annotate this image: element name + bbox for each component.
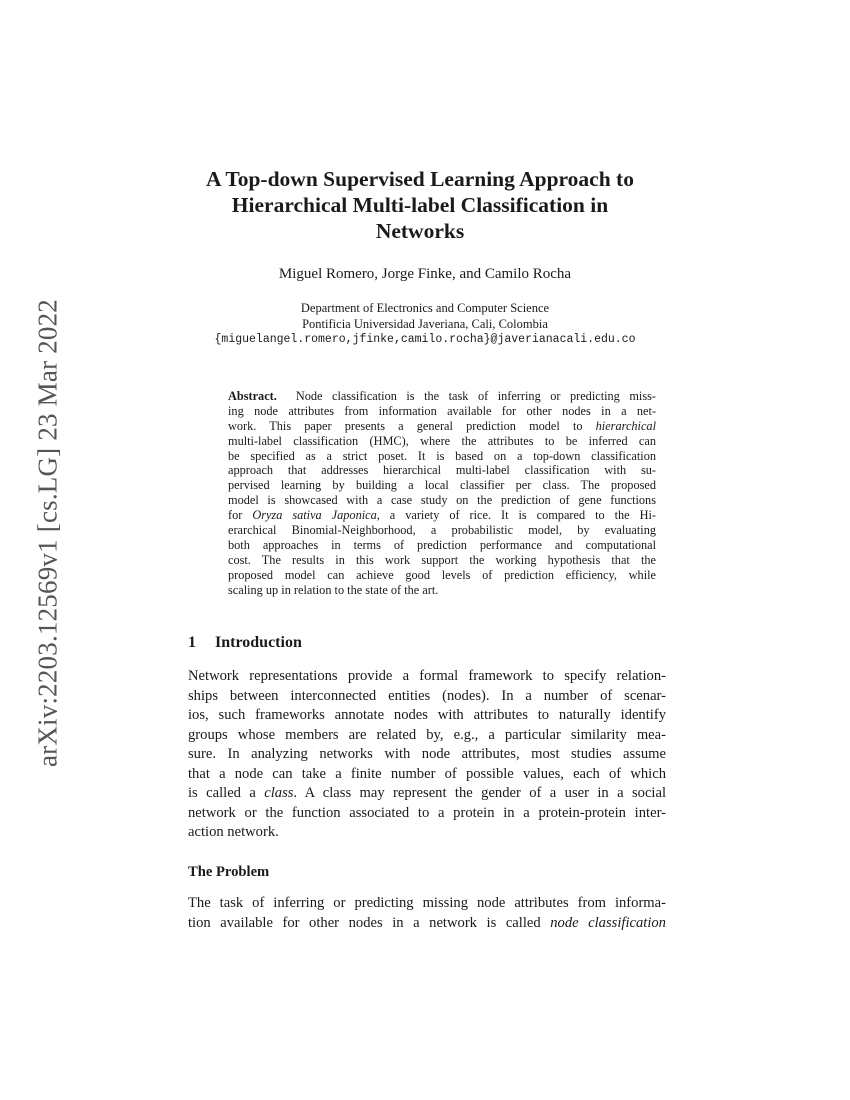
department: Department of Electronics and Computer Science: [300, 301, 550, 315]
section-number: 1: [188, 634, 196, 651]
abstract-line: ing node attributes from information available for other nodes in a net-: [228, 403, 656, 418]
body-line: [188, 914, 666, 934]
abstract-line: both approaches in terms of prediction performance and computational: [228, 537, 656, 552]
affiliation: [150, 300, 700, 348]
body-line: that a node can take a finite number of possible values, each of which: [188, 765, 666, 782]
body-text: . A class may represent the gender of a user in a social: [293, 785, 667, 801]
university: Pontificia Universidad Javeriana, Cali, Colombia: [302, 317, 548, 331]
paper-title: [180, 166, 660, 244]
abstract-emphasis: hierarchical: [595, 418, 656, 433]
body-line: groups whose members are related by, e.g., a particular similarity mea-: [188, 726, 666, 743]
body-emphasis: class: [264, 785, 294, 801]
body-line: Network representations provide a formal framework to specify relation-: [188, 668, 666, 684]
body-line: action network.: [188, 824, 279, 840]
abstract-emphasis: Oryza sativa Japonica: [252, 508, 377, 523]
subsection-heading: The Problem: [188, 864, 270, 880]
body-line: ships between interconnected entities (nodes). In a number of scenar-: [188, 687, 666, 704]
body-text: is called a: [188, 785, 265, 801]
abstract-text: Node classification is the task of inferring or predicting miss-: [295, 389, 656, 403]
abstract-label: Abstract.: [228, 389, 277, 403]
section-heading-introduction: [188, 634, 302, 652]
abstract-line: multi-label classification (HMC), where the attributes to be inferred can: [228, 433, 656, 448]
body-line: [188, 784, 666, 804]
abstract-line: model is showcased with a case study on the prediction of gene functions: [228, 493, 656, 508]
abstract-line: pervised learning by building a local classifier per class. The proposed: [228, 478, 656, 493]
problem-paragraph: [188, 894, 666, 933]
body-line: sure. In analyzing networks with node attributes, most studies assume: [188, 746, 666, 762]
body-line: network or the function associated to a protein in a protein-protein inter-: [188, 804, 666, 821]
title-line: Hierarchical Multi-label Classification in: [231, 193, 609, 217]
abstract-line: [228, 419, 656, 434]
body-text: tion available for other nodes in a network is called: [188, 914, 551, 931]
abstract-line: cost. The results in this work support the working hypothesis that the: [228, 552, 656, 567]
body-line: ios, such frameworks annotate nodes with attributes to naturally identify: [188, 707, 666, 723]
author-emails: {miguelangel.romero,jfinke,camilo.rocha}@javerianacali.edu.co: [214, 333, 636, 346]
section-title: Introduction: [215, 634, 302, 651]
abstract: [228, 389, 656, 597]
title-line: Networks: [375, 219, 465, 243]
abstract-line: [228, 389, 656, 404]
abstract-line: erarchical Binomial-Neighborhood, a probabilistic model, by evaluating: [228, 523, 656, 538]
abstract-line: scaling up in relation to the state of the art.: [228, 582, 439, 597]
abstract-text: work. This paper presents a general prediction model to: [228, 418, 596, 433]
abstract-line: proposed model can achieve good levels of prediction efficiency, while: [228, 567, 656, 582]
abstract-line: [228, 508, 656, 523]
author-list: Miguel Romero, Jorge Finke, and Camilo Rocha: [278, 266, 572, 282]
title-line: A Top-down Supervised Learning Approach to: [206, 167, 634, 191]
body-line: The task of inferring or predicting missing node attributes from informa-: [188, 895, 666, 911]
introduction-paragraph: [188, 667, 666, 843]
arxiv-identifier: arXiv:2203.12569v1 [cs.LG] 23 Mar 2022: [32, 298, 63, 768]
abstract-line: be specified as a strict poset. It is based on a top-down classification: [228, 448, 656, 463]
abstract-text: , a variety of rice. It is compared to the Hi-: [376, 508, 656, 523]
abstract-text: for: [228, 508, 253, 523]
body-emphasis: node classification: [550, 914, 666, 931]
abstract-line: approach that addresses hierarchical multi-label classification with su-: [228, 463, 656, 478]
